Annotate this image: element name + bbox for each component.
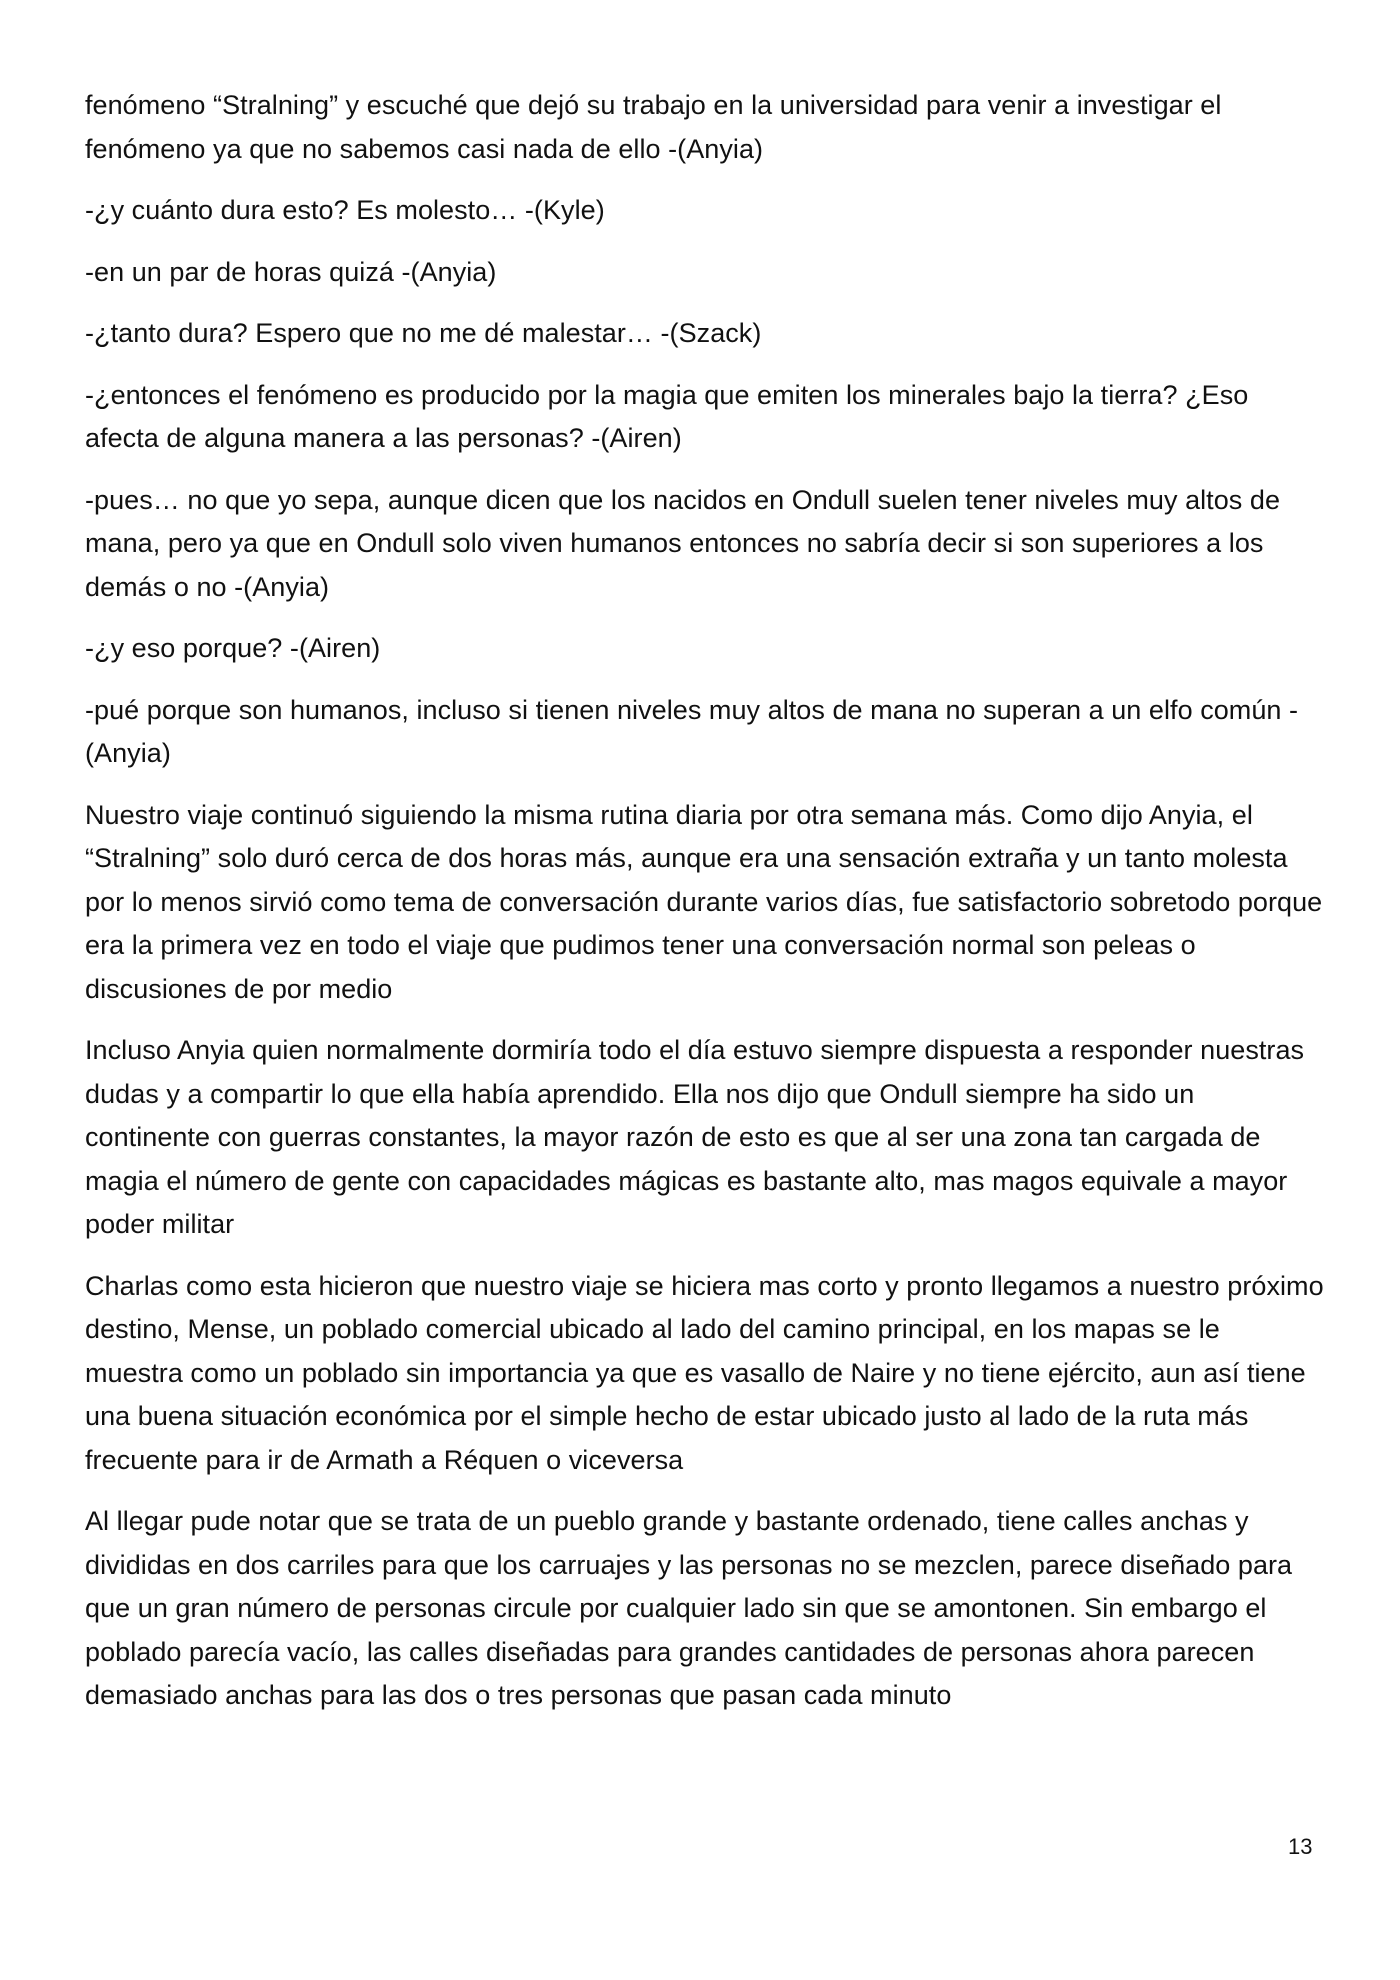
paragraph-10: Incluso Anyia quien normalmente dormiría todo el día estuvo siempre dispuesta a responder nuestras dudas y a compartir lo que ella había aprendido. Ella nos dijo que Ondull siempre ha sido un continente con guerras constantes, la mayor razón de esto es que al ser una zona tan cargada de magia el número de gente con capacidades mágicas es bastante alto, mas magos equivale a mayor poder militar xyxy=(85,1035,1305,1239)
paragraph-6: -pues… no que yo sepa, aunque dicen que los nacidos en Ondull suelen tener niveles muy altos de mana, pero ya que en Ondull solo viven humanos entonces no sabría decir si son superiores a los demás o no -(Anyia) xyxy=(85,484,1281,602)
page-number: 13 xyxy=(1288,1834,1313,1859)
paragraph-9: Nuestro viaje continuó siguiendo la misma rutina diaria por otra semana más. Como dijo Anyia, el “Stralning” solo duró cerca de dos horas más, aunque era una sensación extraña y un tanto molesta por lo menos sirvió como tema de conversación durante varios días, fue satisfactorio sobretodo porque era la primera vez en todo el viaje que pudimos tener una conversación normal son peleas o discusiones de por medio xyxy=(85,799,1323,1004)
paragraph-4: -¿tanto dura? Espero que no me dé malestar… -(Szack) xyxy=(85,318,762,348)
paragraph-7: -¿y eso porque? -(Airen) xyxy=(85,633,381,663)
paragraph-1: fenómeno “Stralning” y escuché que dejó su trabajo en la universidad para venir a investigar el fenómeno ya que no sabemos casi nada de ello -(Anyia) xyxy=(85,90,1222,164)
paragraph-8: -pué porque son humanos, incluso si tienen niveles muy altos de mana no superan a un elfo común -(Anyia) xyxy=(85,694,1299,768)
paragraph-11: Charlas como esta hicieron que nuestro viaje se hiciera mas corto y pronto llegamos a nuestro próximo destino, Mense, un poblado comercial ubicado al lado del camino principal, en los mapas se le muestra como un poblado sin importancia ya que es vasallo de Naire y no tiene ejército, aun así tiene una buena situación económica por el simple hecho de estar ubicado justo al lado de la ruta más frecuente para ir de Armath a Réquen o viceversa xyxy=(85,1270,1324,1475)
paragraph-5: -¿entonces el fenómeno es producido por la magia que emiten los minerales bajo la tierra? ¿Eso afecta de alguna manera a las personas? -(Airen) xyxy=(85,379,1249,453)
paragraph-12: Al llegar pude notar que se trata de un pueblo grande y bastante ordenado, tiene calles anchas y divididas en dos carriles para que los carruajes y las personas no se mezclen, parece diseñado para que un gran número de personas circule por cualquier lado sin que se amontonen. Sin embargo el poblado parecía vacío, las calles diseñadas para grandes cantidades de personas ahora parecen demasiado anchas para las dos o tres personas que pasan cada minuto xyxy=(85,1506,1293,1710)
paragraph-2: -¿y cuánto dura esto? Es molesto… -(Kyle) xyxy=(85,195,605,225)
body-text xyxy=(85,84,1325,1736)
paragraph-3: -en un par de horas quizá -(Anyia) xyxy=(85,256,497,287)
